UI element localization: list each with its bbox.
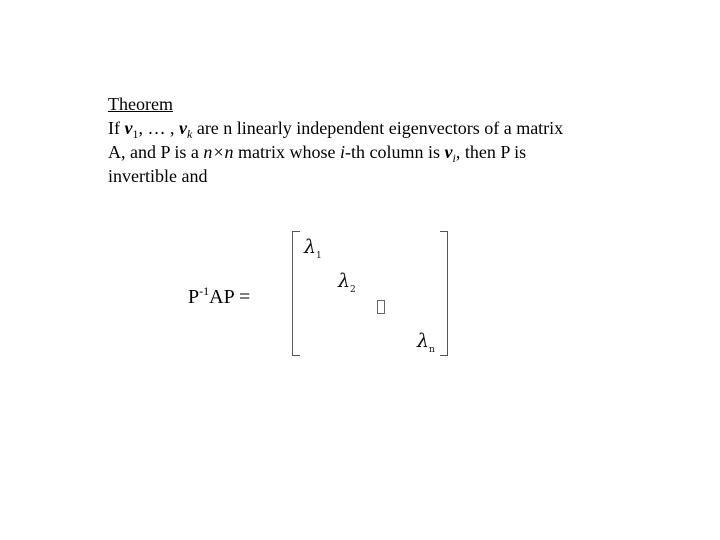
v1-subscript: 1 bbox=[132, 127, 139, 141]
lhs-ap-equals: AP = bbox=[209, 286, 251, 308]
i-term: i bbox=[339, 142, 345, 162]
matrix-right-bracket bbox=[440, 231, 448, 356]
matrix-left-bracket bbox=[292, 231, 300, 356]
lambda-2-index: 2 bbox=[350, 285, 356, 295]
lambda-symbol: λ bbox=[338, 270, 351, 292]
lambda-1-index: 1 bbox=[316, 251, 322, 261]
theorem-line-1 bbox=[108, 116, 668, 140]
diagonal-ellipsis-icon bbox=[377, 300, 385, 314]
matrix-entry-lambda-1 bbox=[304, 236, 322, 261]
lambda-n-index: n bbox=[429, 345, 435, 355]
line1-prefix: If bbox=[108, 118, 125, 138]
theorem-line-2 bbox=[108, 140, 668, 164]
vk-variable: v bbox=[179, 118, 187, 138]
vi-subscript: i bbox=[452, 151, 456, 165]
theorem-line-3: invertible and bbox=[108, 166, 208, 186]
matrix-entry-lambda-n bbox=[417, 330, 435, 355]
lambda-symbol: λ bbox=[304, 236, 317, 258]
lhs-p: P bbox=[188, 286, 200, 308]
lambda-symbol: λ bbox=[417, 330, 430, 352]
lhs-inverse-exponent: -1 bbox=[199, 284, 210, 298]
line2-prefix: A, and P is a bbox=[108, 142, 204, 162]
diagonal-matrix bbox=[290, 231, 450, 356]
line2-mid1: matrix whose bbox=[233, 142, 340, 162]
line2-mid2: -th column is bbox=[344, 142, 445, 162]
equation-lhs bbox=[188, 285, 250, 309]
nxn-term: n×n bbox=[203, 142, 234, 162]
theorem-heading: Theorem bbox=[108, 94, 173, 114]
theorem-text bbox=[108, 92, 668, 188]
matrix-entry-lambda-2 bbox=[338, 270, 356, 295]
line1-suffix: are n linearly independent eigenvectors of a matrix bbox=[192, 118, 564, 138]
line2-suffix: , then P is bbox=[455, 142, 527, 162]
line1-ellipsis: , … , bbox=[138, 118, 179, 138]
vi-variable: v bbox=[444, 142, 453, 162]
v1-variable: v bbox=[124, 118, 133, 138]
vk-subscript: k bbox=[187, 127, 193, 141]
